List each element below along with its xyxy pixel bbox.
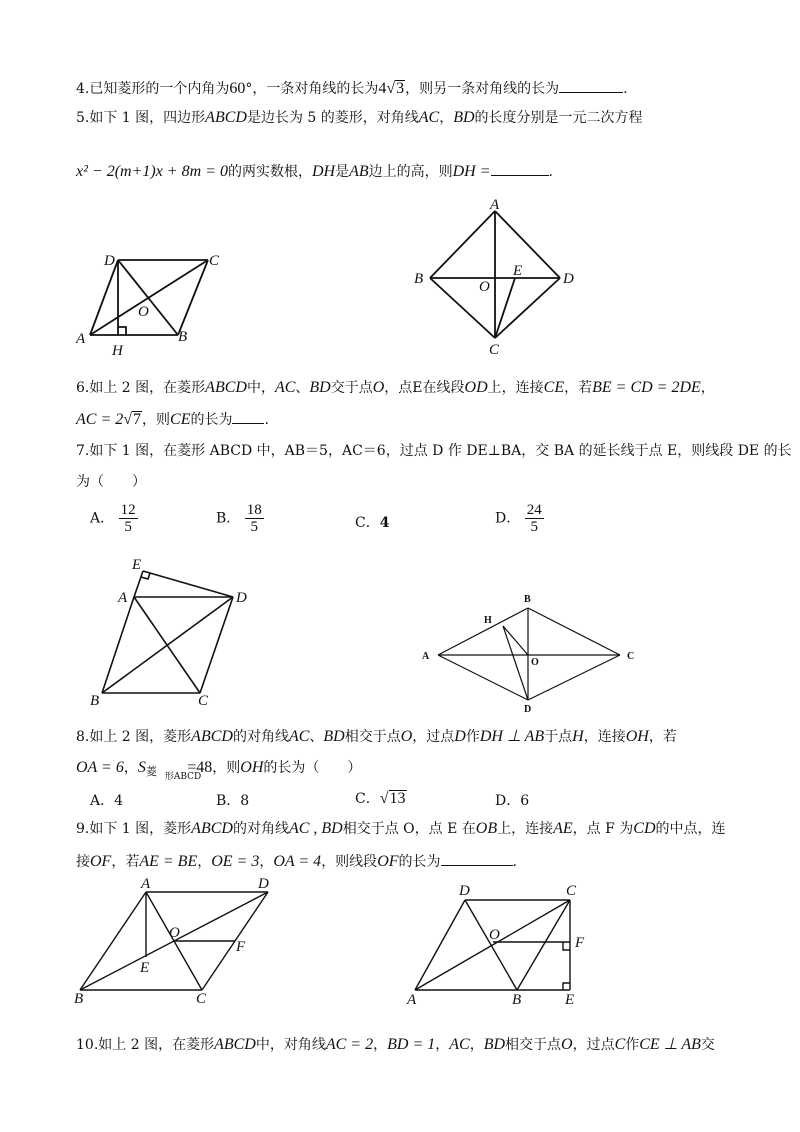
label-B: B	[90, 693, 100, 709]
label-D: D	[563, 271, 574, 287]
question-6-line-1: 6.如上 2 图，在菱形ABCD中，AC、BD交于点O，点E在线段OD上，连接CE，若BE = CD = 2DE，	[76, 379, 715, 396]
label-D: D	[524, 704, 532, 715]
question-5-line-2: x² − 2(m+1)x + 8m = 0的两实数根，DH是AB边上的高，则DH = .	[76, 163, 553, 180]
label-E: E	[140, 960, 150, 976]
label-H: H	[484, 615, 492, 626]
option-b[interactable]: B． $\frac{18}{5}$	[216, 502, 262, 535]
sqrt-7: 7	[133, 411, 142, 428]
figure-rhombus-perpendicular-ce	[405, 876, 590, 1011]
question-8-line-2: OA = 6，$S_菱$ 形ABCD=48，则OH的长为（ ）	[76, 759, 362, 782]
label-H: H	[112, 343, 123, 359]
option-c[interactable]: C．√13	[355, 790, 406, 807]
question-5-line-1: 5.如下 1 图，四边形ABCD是边长为 5 的菱形，对角线AC，BD的长度分别是一元二次方程	[76, 109, 643, 126]
label-O: O	[169, 925, 180, 941]
option-d[interactable]: D．6	[495, 793, 530, 809]
option-a[interactable]: A． $\frac{12}{5}$	[90, 502, 136, 535]
label-A: A	[76, 331, 86, 347]
label-C: C	[566, 883, 577, 899]
label-F: F	[575, 935, 585, 951]
answer-blank[interactable]	[232, 409, 264, 424]
sqrt-3: 3	[396, 80, 405, 97]
label-O: O	[138, 304, 149, 320]
answer-blank[interactable]	[441, 851, 513, 866]
question-9-line-2: 接OF，若AE = BE，OE = 3，OA = 4，则线段OF的长为 .	[76, 853, 517, 870]
answer-blank[interactable]	[491, 161, 549, 176]
label-C: C	[209, 253, 220, 269]
figure-rhombus-extension	[88, 555, 263, 710]
question-10: 10.如上 2 图，在菱形ABCD中，对角线AC = 2，BD = 1，AC，BD相交于点O，过点C作CE ⊥ AB交	[76, 1036, 715, 1053]
fraction: $\frac{24}{5}$	[526, 502, 542, 535]
equation: x² − 2(m+1)x + 8m = 0	[76, 163, 228, 180]
label-B: B	[524, 594, 531, 605]
label-C: C	[196, 991, 207, 1007]
label-A: A	[118, 590, 128, 606]
label-A: A	[422, 651, 430, 662]
label-A: A	[407, 992, 417, 1008]
label-D: D	[459, 883, 470, 899]
fraction: $\frac{18}{5}$	[246, 502, 262, 535]
question-8-line-1: 8.如上 2 图，菱形ABCD的对角线AC、BD相交于点O，过点D作DH ⊥ AB于点H，连接OH，若	[76, 728, 677, 745]
label-E: E	[132, 557, 142, 573]
question-4: 4.已知菱形的一个内角为60°，一条对角线的长为4√3，则另一条对角线的长为 .	[76, 80, 628, 97]
label-C: C	[198, 693, 209, 709]
question-7-line-1: 7.如下 1 图，在菱形 ABCD 中，AB＝5，AC＝6，过点 D 作 DE⊥BA，交 BA 的延长线于点 E，则线段 DE 的长	[76, 443, 792, 459]
label-A: A	[141, 876, 151, 892]
label-B: B	[74, 991, 84, 1007]
label-D: D	[258, 876, 269, 892]
figure-rhombus-midpoint	[68, 872, 293, 1007]
label-C: C	[489, 342, 500, 358]
answer-blank[interactable]	[559, 78, 623, 93]
option-d[interactable]: D． $\frac{24}{5}$	[495, 502, 542, 535]
figure-rhombus-height	[70, 245, 260, 360]
label-F: F	[236, 939, 246, 955]
label-O: O	[479, 279, 490, 295]
sqrt-13: 13	[389, 790, 406, 807]
label-D: D	[104, 253, 115, 269]
label-C: C	[627, 651, 635, 662]
label-O: O	[489, 927, 500, 943]
label-B: B	[178, 329, 188, 345]
label-B: B	[512, 992, 522, 1008]
option-a[interactable]: A．4	[90, 793, 124, 809]
question-9-line-1: 9.如下 1 图，菱形ABCD的对角线AC , BD相交于点 O，点 E 在OB上，连接AE，点 F 为CD的中点，连	[76, 820, 726, 837]
label-O: O	[531, 657, 539, 668]
fraction: $\frac{12}{5}$	[120, 502, 136, 535]
option-c[interactable]: C．4	[355, 515, 390, 531]
label-D: D	[236, 590, 247, 606]
option-b[interactable]: B．8	[216, 793, 250, 809]
question-7-line-2: 为（ ）	[76, 474, 146, 490]
figure-rhombus-perpendicular	[418, 588, 648, 713]
question-6-line-2: AC = 2√7，则CE的长为 .	[76, 411, 269, 428]
figure-rhombus-diagonals	[410, 196, 585, 361]
label-E: E	[565, 992, 575, 1008]
label-B: B	[414, 271, 424, 287]
label-A: A	[490, 197, 500, 213]
label-E: E	[513, 263, 523, 279]
